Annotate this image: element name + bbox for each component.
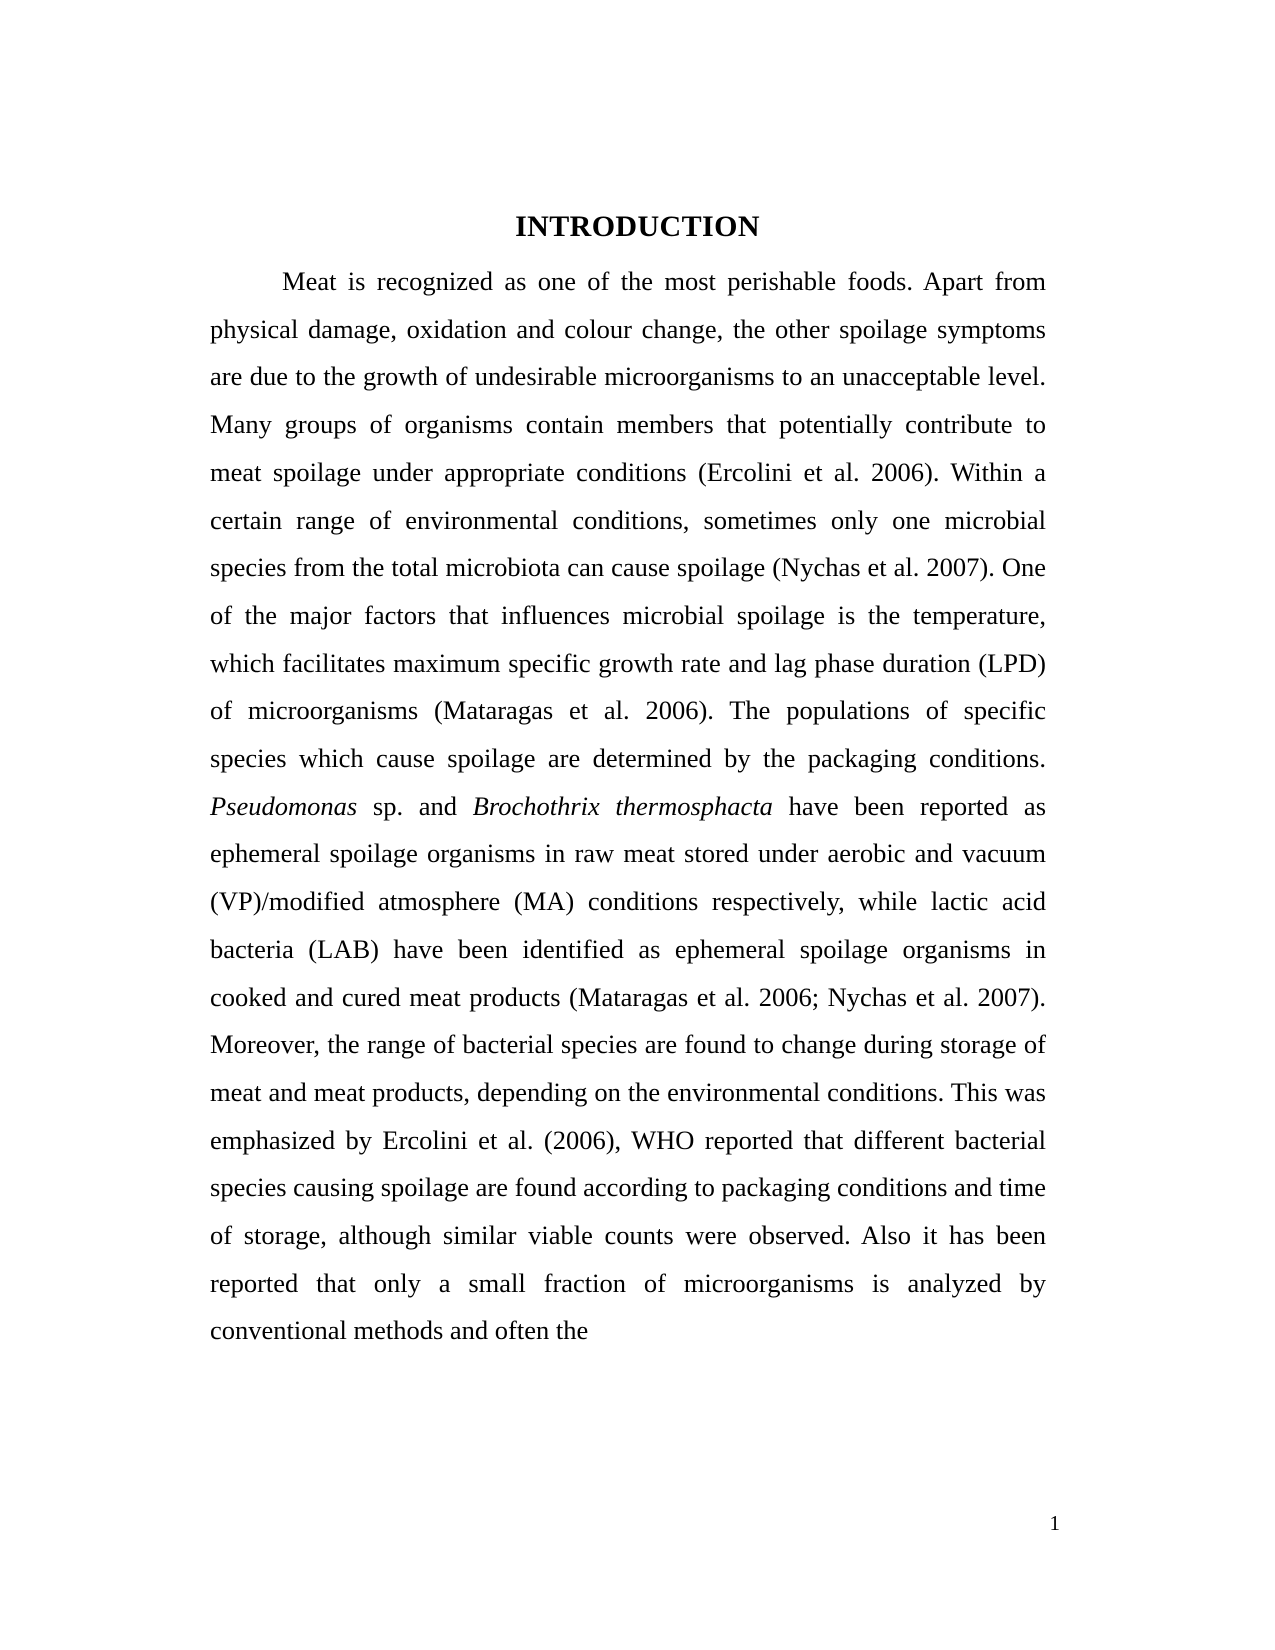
species-name-italic: Brochothrix thermosphacta	[472, 790, 773, 821]
page-number: 1	[1049, 1511, 1060, 1535]
species-name-italic: Pseudomonas	[210, 790, 358, 821]
body-text-block	[210, 258, 1046, 1355]
introduction-paragraph: Meat is recognized as one of the most perishable foods. Apart from physical damage, oxidation and colour change, the other spoilage symptoms are due to the growth of undesirable microorganisms to an unacceptable level. Many groups of organisms contain members that potentially contribute to meat spoilage under appropriate conditions (Ercolini et al. 2006). Within a certain range of environmental conditions, sometimes only one microbial species from the total microbiota can cause spoilage (Nychas et al. 2007). One of the major factors that influences microbial spoilage is the temperature, which facilitates maximum specific growth rate and lag phase duration (LPD) of microorganisms (Mataragas et al. 2006). The populations of specific species which cause spoilage are determined by the packaging conditions. Pseudomonas sp. and Brochothrix thermosphacta have been reported as ephemeral spoilage organisms in raw meat stored under aerobic and vacuum (VP)/modified atmosphere (MA) conditions respectively, while lactic acid bacteria (LAB) have been identified as ephemeral spoilage organisms in cooked and cured meat products (Mataragas et al. 2006; Nychas et al. 2007). Moreover, the range of bacterial species are found to change during storage of meat and meat products, depending on the environmental conditions. This was emphasized by Ercolini et al. (2006), WHO reported that different bacterial species causing spoilage are found according to packaging conditions and time of storage, although similar viable counts were observed. Also it has been reported that only a small fraction of microorganisms is analyzed by conventional methods and often the	[210, 266, 1047, 1346]
page-title: INTRODUCTION	[515, 210, 760, 244]
